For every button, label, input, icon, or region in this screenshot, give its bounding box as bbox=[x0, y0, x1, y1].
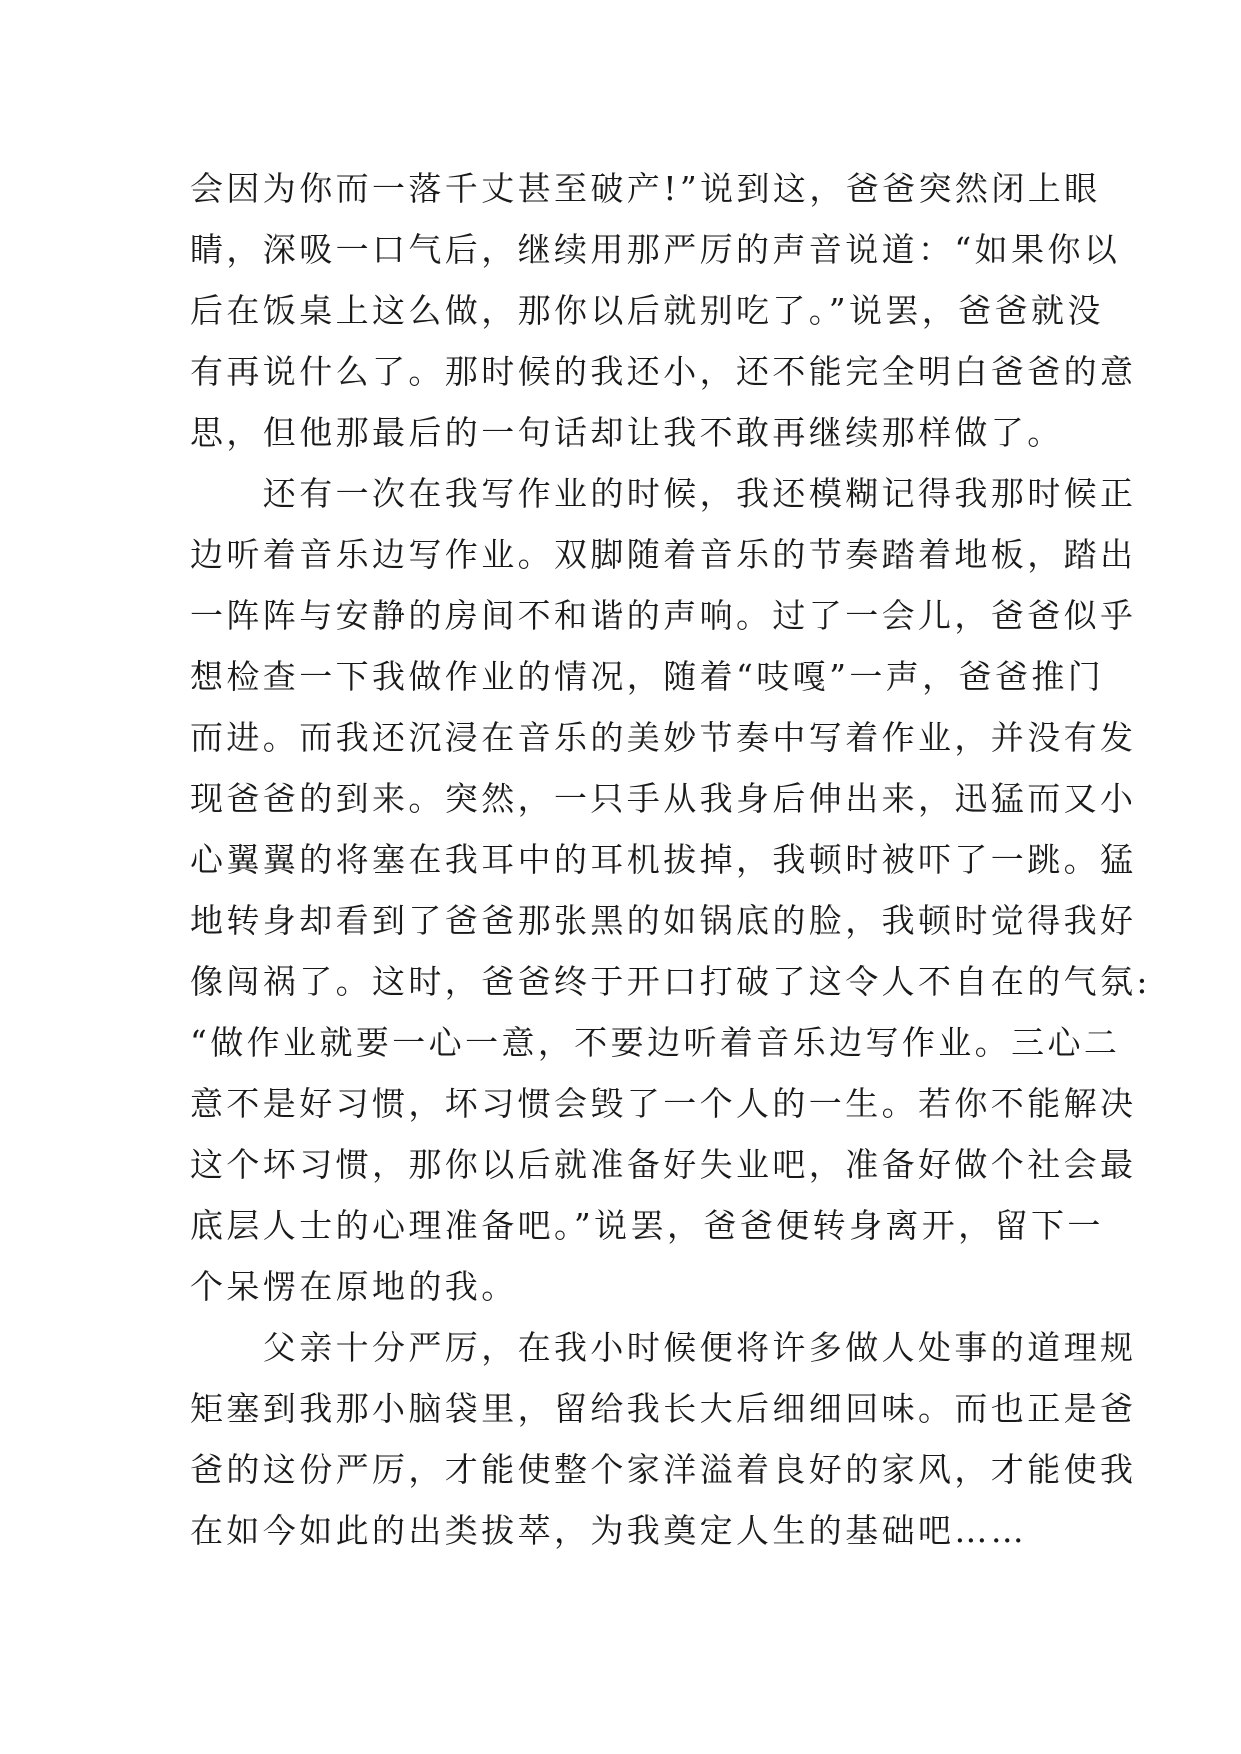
text-line: 睛，深吸一口气后，继续用那严厉的声音说道：“如果你以 bbox=[190, 230, 1121, 269]
text-line: 而进。而我还沉浸在音乐的美妙节奏中写着作业，并没有发 bbox=[190, 718, 1137, 757]
text-line: 意不是好习惯，坏习惯会毁了一个人的一生。若你不能解决 bbox=[190, 1084, 1137, 1123]
text-line: 爸的这份严厉，才能使整个家洋溢着良好的家风，才能使我 bbox=[190, 1450, 1137, 1489]
text-line: 地转身却看到了爸爸那张黑的如锅底的脸，我顿时觉得我好 bbox=[190, 901, 1137, 940]
text-line: 思，但他那最后的一句话却让我不敢再继续那样做了。 bbox=[190, 413, 1064, 452]
text-line: 会因为你而一落千丈甚至破产!”说到这，爸爸突然闭上眼 bbox=[190, 169, 1101, 208]
text-line: 边听着音乐边写作业。双脚随着音乐的节奏踏着地板，踏出 bbox=[190, 535, 1137, 574]
text-line: 有再说什么了。那时候的我还小，还不能完全明白爸爸的意 bbox=[190, 352, 1137, 391]
text-line: 后在饭桌上这么做，那你以后就别吃了。”说罢，爸爸就没 bbox=[190, 291, 1104, 330]
text-line: 底层人士的心理准备吧。”说罢，爸爸便转身离开，留下一 bbox=[190, 1206, 1104, 1245]
text-line: 想检查一下我做作业的情况，随着“吱嘎”一声，爸爸推门 bbox=[190, 657, 1105, 696]
text-line: 一阵阵与安静的房间不和谐的声响。过了一会儿，爸爸似乎 bbox=[190, 596, 1137, 635]
text-line: “做作业就要一心一意，不要边听着音乐边写作业。三心二 bbox=[190, 1023, 1121, 1062]
text-line: 像闯祸了。这时，爸爸终于开口打破了这令人不自在的气氛: bbox=[190, 962, 1151, 1001]
text-line: 矩塞到我那小脑袋里，留给我长大后细细回味。而也正是爸 bbox=[190, 1389, 1137, 1428]
text-line: 还有一次在我写作业的时候，我还模糊记得我那时候正 bbox=[190, 474, 1137, 513]
text-line: 父亲十分严厉，在我小时候便将许多做人处事的道理规 bbox=[190, 1328, 1137, 1367]
text-line: 这个坏习惯，那你以后就准备好失业吧，准备好做个社会最 bbox=[190, 1145, 1137, 1184]
body-text bbox=[190, 158, 1151, 1561]
text-line: 心翼翼的将塞在我耳中的耳机拔掉，我顿时被吓了一跳。猛 bbox=[190, 840, 1137, 879]
text-line: 现爸爸的到来。突然，一只手从我身后伸出来，迅猛而又小 bbox=[190, 779, 1137, 818]
text-line: 个呆愣在原地的我。 bbox=[190, 1267, 518, 1306]
text-line: 在如今如此的出类拔萃，为我奠定人生的基础吧…… bbox=[190, 1511, 1028, 1550]
